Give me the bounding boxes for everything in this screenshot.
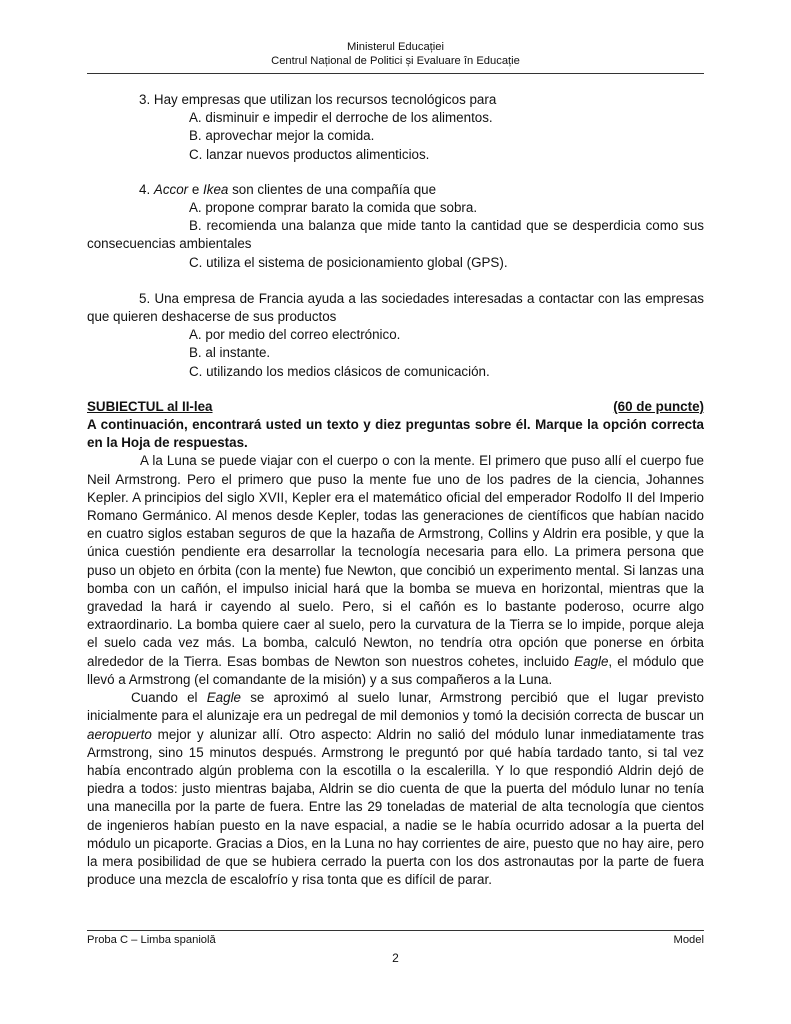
question-4 [87,181,704,272]
passage-paragraph-1: A la Luna se puede viajar con el cuerpo o con la mente. El primero que puso allí el cuerpo fue Neil Armstrong. Pero el primero que puso la mente fue uno de los padres de la ciencia, Johannes Kepler. A principios del siglo XVII, Kepler era el matemático oficial del emperador Rodolfo II del Imperio Romano Germánico. Al menos desde Kepler, todas las generaciones de científicos que habían nacido en cuatro siglos estaban seguros de que la hazaña de Armstrong, Collins y Aldrin era posible, y que la única cuestión pendiente era desarrollar la tecnología necesaria para ello. La primera persona que puso un objeto en órbita (con la mente) fue Newton, que concibió un experimento mental. Si lanzas una bomba con un cañón, el impulso inicial hará que la bomba se mueva en horizontal, mientras que la gravedad la hará ir cayendo al suelo. Pero, si el cañón es lo bastante poderoso, ocurre algo extraordinario. La bomba quiere caer al suelo, pero la curvatura de la Tierra se lo impide, porque aleja el suelo cada vez más. La bomba, calculó Newton, no tendría otra opción que ponerse en órbita alrededor de la Tierra. Esas bombas de Newton son nuestros cohetes, incluido Eagle, el módulo que llevó a Armstrong (el comandante de la misión) y a sus compañeros a la Luna. [87,453,704,687]
question-text: Una empresa de Francia ayuda a las sociedades interesadas a contactar con las empresas que quieren deshacerse de sus productos [87,290,704,325]
italic-aeropuerto: aeropuerto [87,726,152,742]
question-number: 5. [139,290,151,306]
passage-paragraph-2: Cuando el Eagle se aproximó al suelo lunar, Armstrong percibió que el lugar previsto inicialmente para el alunizaje era un pedregal de mil demonios y tomó la decisión correcta de buscar un aeropuerto mejor y alunizar allí. Otro aspecto: Aldrin no salió del módulo lunar inmediatamente tras Armstrong, sino 15 minutos después. Armstrong le preguntó por qué había tardado tanto, si tal vez había encontrado algún problema con la escotilla o la escalerilla. Y lo que respondió Aldrin dejó de piedra a todos: justo mientras bajaba, Aldrin se dio cuenta de que la puerta del módulo lunar no tenía una manecilla por la parte de fuera. Entre las 29 toneladas de material de alta tecnología que cientos de ingenieros habían puesto en la nave espacial, a nadie se le había ocurrido adosar a la puerta del módulo un picaporte. Gracias a Dios, en la Luna no hay corrientes de aire, puesto que no hay aire, pero la mera posibilidad de que se hubiera cerrado la puerta con los dos astronautas por la parte de fuera produce una mezcla de escalofrío y risa tonta que es difícil de parar. [87,690,704,888]
question-stem [87,290,704,326]
section-heading [87,398,704,416]
option-a: A. propone comprar barato la comida que sobra. [189,200,478,216]
question-text-mid: e [188,181,204,197]
italic-eagle: Eagle [206,690,241,706]
option-a: A. por medio del correo electrónico. [189,327,401,343]
option-b: B. aprovechar mejor la comida. [189,128,375,144]
option-c: C. utiliza el sistema de posicionamiento global (GPS). [189,254,508,270]
question-text: Hay empresas que utilizan los recursos tecnológicos para [153,92,497,107]
company-name-accor: Accor [153,181,189,197]
page-footer [87,934,704,946]
page-header [87,40,704,68]
section-title: SUBIECTUL al II-lea [87,398,213,414]
option-b: B. recomienda una balanza que mide tanto la cantidad que se desperdicia como sus consecuencias ambientales [87,218,704,252]
header-ministry: Ministerul Educației [346,41,444,53]
footer-divider [87,930,704,931]
question-number: 3. [139,92,151,107]
section-points: (60 de puncte) [613,398,704,414]
question-stem [87,91,704,109]
italic-eagle: Eagle [574,653,609,669]
section-instructions: A continuación, encontrará usted un texto y diez preguntas sobre él. Marque la opción correcta en la Hoja de respuestas. [87,417,704,451]
page-content [87,91,704,889]
question-3 [87,91,704,164]
option-c: C. utilizando los medios clásicos de comunicación. [189,363,490,379]
page-number: 2 [392,951,399,965]
company-name-ikea: Ikea [203,181,229,197]
footer-model-label: Model [673,934,704,946]
header-divider [87,73,704,74]
question-stem [87,181,704,199]
footer-exam-name: Proba C – Limba spaniolă [87,934,216,946]
option-b: B. al instante. [189,345,271,361]
question-text: son clientes de una compañía que [228,181,437,197]
option-c: C. lanzar nuevos productos alimenticios. [189,146,430,162]
question-5 [87,290,704,381]
header-center: Centrul Național de Politici și Evaluare în Educație [271,55,520,67]
question-number: 4. [139,181,151,197]
option-a: A. disminuir e impedir el derroche de los alimentos. [189,110,493,126]
